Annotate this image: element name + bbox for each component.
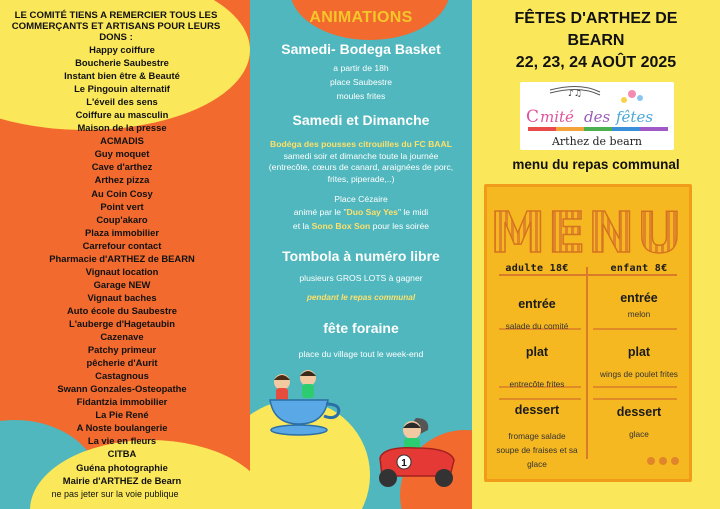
sponsor-item: La Pie René	[95, 409, 149, 421]
sponsor-item: Fidantzia immobilier	[76, 396, 168, 408]
adult-dessert-2: soupe de fraises et sa	[496, 445, 578, 455]
festival-dates: 22, 23, 24 AOÛT 2025	[515, 54, 677, 71]
sponsor-item: pêcherie d'Aurit	[86, 357, 158, 369]
sponsor-item: Guéna photographie	[76, 461, 168, 473]
logo-word-fetes: fêtes	[616, 108, 654, 126]
sponsor-item: Auto école du Saubestre	[67, 304, 177, 316]
sponsor-item: Happy coiffure	[89, 44, 155, 55]
tombola-when: pendant le repas communal	[306, 293, 416, 302]
festival-title	[472, 8, 720, 74]
sponsor-item: ACMADIS	[100, 135, 144, 147]
child-starter: melon	[627, 309, 651, 319]
adult-main-label: plat	[525, 345, 549, 359]
fete-heading: fête foraine	[323, 320, 399, 336]
fete-place: place du village tout le week-end	[298, 349, 424, 359]
sponsor-list	[0, 43, 244, 487]
logo-subtitle: Arthez de bearn	[551, 135, 643, 148]
child-main-label: plat	[627, 345, 651, 359]
child-dessert: glace	[629, 429, 649, 439]
menu-title-lettering: MENU	[489, 201, 685, 266]
adult-dessert-label: dessert	[514, 403, 560, 417]
sponsor-item: Cave d'arthez	[91, 161, 153, 173]
sponsors-panel	[0, 0, 250, 509]
child-main: wings de poulet frites	[600, 369, 678, 379]
decor-dot	[659, 457, 667, 465]
sponsor-item: Cazenave	[100, 331, 144, 343]
child-price-header: enfant 8€	[610, 263, 668, 274]
sponsor-item: Vignaut location	[85, 265, 159, 277]
saturday-place: place Saubestre	[329, 77, 393, 87]
comite-des-fetes-logo	[520, 82, 674, 150]
sponsor-item: Coup'akaro	[96, 213, 148, 225]
sono-suffix: pour les soirée	[370, 221, 430, 231]
logo-word-comite: mité	[540, 108, 574, 126]
menu-heading: menu du repas communal	[512, 157, 680, 172]
child-starter-label: entrée	[620, 291, 658, 305]
footer-note: ne pas jeter sur la voie publique	[51, 489, 179, 499]
child-dessert-label: dessert	[616, 405, 662, 419]
kart-number: 1	[401, 458, 407, 469]
sponsor-item: Instant bien être & Beauté	[64, 70, 180, 82]
sponsor-item: L'éveil des sens	[86, 96, 158, 108]
sponsor-item: Point vert	[100, 200, 144, 212]
sponsor-item: La vie en fleurs	[87, 435, 157, 447]
bodega-name: Bodéga des pousses citrouilles du FC BAAL	[270, 139, 452, 149]
adult-main: entrecôte frites	[509, 379, 565, 389]
logo-graphic	[520, 82, 674, 150]
sponsor-item: Guy moquet	[94, 148, 150, 160]
adult-dessert-1: fromage salade	[508, 431, 566, 441]
adult-starter: salade du comité	[505, 321, 569, 331]
duo-prefix: animé par le "	[293, 207, 347, 217]
sponsor-item: A Noste boulangerie	[76, 422, 168, 434]
adult-price-header: adulte 18€	[505, 263, 569, 274]
adult-starter-label: entrée	[518, 297, 556, 311]
teacup-ride-illustration	[262, 366, 352, 438]
sponsor-item: Mairie d'ARTHEZ de Bearn	[62, 474, 182, 486]
weekend-duo-line	[250, 207, 472, 219]
saturday-food: moules frites	[336, 91, 386, 101]
weekend-heading: Samedi et Dimanche	[292, 112, 430, 128]
sponsor-item: Maison de la presse	[77, 122, 167, 134]
festival-title-line2: BEARN	[567, 32, 625, 49]
duo-name: Duo Say Yes	[346, 207, 398, 217]
sponsor-item: Vignaut baches	[87, 291, 157, 303]
sponsor-item: CITBA	[107, 448, 137, 460]
weekend-bodega-text	[250, 139, 472, 185]
logo-word-des: des	[584, 108, 611, 126]
duo-suffix: " le midi	[397, 207, 429, 217]
sponsor-item: Boucherie Saubestre	[75, 57, 169, 69]
decor-dot	[647, 457, 655, 465]
sponsor-item: L'auberge d'Hagetaubin	[68, 317, 176, 329]
logo-letter-c: C	[526, 107, 540, 127]
sponsor-item: Pharmacie d'ARTHEZ de BEARN	[49, 252, 195, 264]
sono-name: Sono Box Son	[311, 221, 371, 231]
weekend-place: Place Cézaire	[334, 194, 388, 204]
adult-dessert-3: glace	[527, 459, 547, 469]
sponsor-item: Carrefour contact	[82, 239, 162, 251]
sponsor-item: Au Coin Cosy	[91, 187, 153, 199]
sponsor-item: Castagnous	[95, 370, 149, 382]
decor-dot	[671, 457, 679, 465]
saturday-heading: Samedi- Bodega Basket	[281, 41, 441, 57]
sponsor-item: Swann Gonzales-Osteopathe	[57, 383, 187, 395]
sponsor-item: Le Pingouin alternatif	[74, 83, 170, 95]
sono-prefix: et la	[292, 221, 312, 231]
animations-panel	[250, 0, 472, 509]
saturday-time: a partir de 18h	[333, 63, 389, 73]
animations-title: ANIMATIONS	[309, 9, 413, 26]
menu-panel	[472, 0, 720, 509]
bodega-details: samedi soir et dimanche toute la journée (entrecôte, cœurs de canard, araignées de porc, frites, piperade,..)	[268, 150, 454, 184]
sponsor-item: Arthez pizza	[94, 174, 150, 186]
sponsor-item: Garage NEW	[93, 278, 151, 290]
thanks-heading: LE COMITÉ TIENS A REMERCIER TOUS LES COMMERÇANTS ET ARTISANS POUR LEURS DONS :	[11, 10, 221, 43]
tombola-heading: Tombola à numéro libre	[282, 248, 440, 264]
sponsor-item: Coiffure au masculin	[75, 109, 169, 121]
tombola-prizes: plusieurs GROS LOTS à gagner	[299, 273, 423, 283]
menu-board	[484, 184, 692, 482]
sponsor-item: Plaza immobilier	[85, 226, 159, 238]
music-note-icon: ♪♫	[568, 89, 582, 99]
festival-title-line1: FÊTES D'ARTHEZ DE	[514, 10, 678, 27]
weekend-sono-line	[250, 221, 472, 233]
go-kart-illustration	[370, 414, 462, 492]
sponsor-item: Patchy primeur	[87, 344, 157, 356]
